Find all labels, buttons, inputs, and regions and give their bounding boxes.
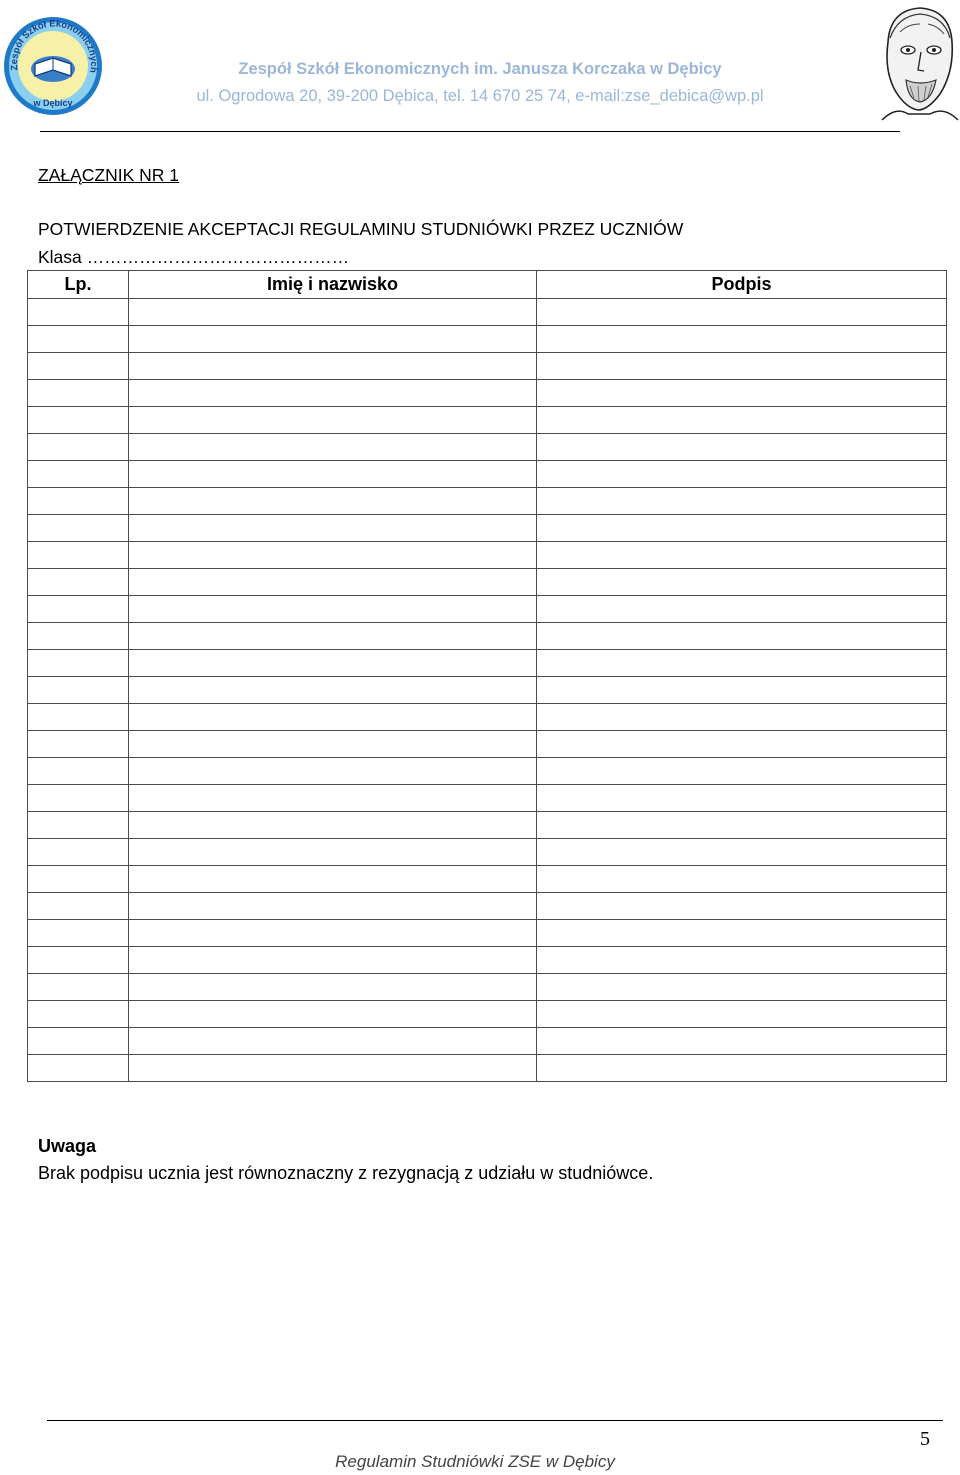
- cell-signature[interactable]: [537, 974, 947, 1001]
- cell-name[interactable]: [129, 353, 537, 380]
- table-row: [28, 893, 947, 920]
- table-header-row: [28, 271, 947, 299]
- table-row: [28, 866, 947, 893]
- table-row: [28, 1001, 947, 1028]
- cell-name[interactable]: [129, 974, 537, 1001]
- table-row: [28, 677, 947, 704]
- table-row: [28, 596, 947, 623]
- cell-lp[interactable]: [28, 596, 129, 623]
- cell-lp[interactable]: [28, 677, 129, 704]
- column-header-lp: Lp.: [28, 271, 129, 299]
- cell-name[interactable]: [129, 839, 537, 866]
- school-name: Zespół Szkół Ekonomicznych im. Janusza Korczaka w Dębicy: [238, 60, 722, 78]
- cell-lp[interactable]: [28, 731, 129, 758]
- cell-lp[interactable]: [28, 812, 129, 839]
- cell-lp[interactable]: [28, 650, 129, 677]
- note-text: Brak podpisu ucznia jest równoznaczny z rezygnacją z udziału w studniówce.: [38, 1163, 654, 1183]
- cell-lp[interactable]: [28, 839, 129, 866]
- cell-name[interactable]: [129, 812, 537, 839]
- cell-name[interactable]: [129, 434, 537, 461]
- cell-signature[interactable]: [537, 920, 947, 947]
- cell-signature[interactable]: [537, 731, 947, 758]
- cell-lp[interactable]: [28, 704, 129, 731]
- cell-signature[interactable]: [537, 1055, 947, 1082]
- cell-signature[interactable]: [537, 542, 947, 569]
- column-header-name: Imię i nazwisko: [129, 271, 537, 299]
- cell-lp[interactable]: [28, 1028, 129, 1055]
- table-row: [28, 812, 947, 839]
- cell-name[interactable]: [129, 758, 537, 785]
- cell-signature[interactable]: [537, 1028, 947, 1055]
- cell-lp[interactable]: [28, 515, 129, 542]
- cell-lp[interactable]: [28, 758, 129, 785]
- cell-lp[interactable]: [28, 461, 129, 488]
- table-row: [28, 515, 947, 542]
- cell-signature[interactable]: [537, 866, 947, 893]
- cell-lp[interactable]: [28, 947, 129, 974]
- footer-divider: [47, 1420, 943, 1421]
- cell-lp[interactable]: [28, 974, 129, 1001]
- cell-lp[interactable]: [28, 380, 129, 407]
- cell-signature[interactable]: [537, 947, 947, 974]
- cell-signature[interactable]: [537, 623, 947, 650]
- cell-lp[interactable]: [28, 623, 129, 650]
- cell-name[interactable]: [129, 866, 537, 893]
- cell-signature[interactable]: [537, 326, 947, 353]
- cell-signature[interactable]: [537, 704, 947, 731]
- table-row: [28, 380, 947, 407]
- cell-name[interactable]: [129, 731, 537, 758]
- cell-signature[interactable]: [537, 569, 947, 596]
- cell-lp[interactable]: [28, 1001, 129, 1028]
- cell-name[interactable]: [129, 920, 537, 947]
- cell-name[interactable]: [129, 569, 537, 596]
- cell-signature[interactable]: [537, 1001, 947, 1028]
- cell-signature[interactable]: [537, 596, 947, 623]
- table-row: [28, 623, 947, 650]
- cell-name[interactable]: [129, 407, 537, 434]
- table-row: [28, 785, 947, 812]
- cell-lp[interactable]: [28, 542, 129, 569]
- cell-signature[interactable]: [537, 893, 947, 920]
- cell-signature[interactable]: [537, 299, 947, 326]
- column-header-signature: Podpis: [537, 271, 947, 299]
- cell-name[interactable]: [129, 947, 537, 974]
- svg-text:w Dębicy: w Dębicy: [33, 98, 73, 108]
- table-row: [28, 1028, 947, 1055]
- table-row: [28, 704, 947, 731]
- cell-lp[interactable]: [28, 866, 129, 893]
- logo-arc-text: Zespół Szkół Ekonomicznych: [7, 17, 101, 74]
- cell-name[interactable]: [129, 515, 537, 542]
- cell-signature[interactable]: [537, 677, 947, 704]
- table-row: [28, 758, 947, 785]
- cell-signature[interactable]: [537, 650, 947, 677]
- cell-lp[interactable]: [28, 488, 129, 515]
- cell-signature[interactable]: [537, 380, 947, 407]
- cell-name[interactable]: [129, 677, 537, 704]
- note-heading: Uwaga: [38, 1136, 97, 1156]
- cell-lp[interactable]: [28, 569, 129, 596]
- table-row: [28, 407, 947, 434]
- cell-lp[interactable]: [28, 1055, 129, 1082]
- cell-lp[interactable]: [28, 785, 129, 812]
- table-row: [28, 1055, 947, 1082]
- cell-lp[interactable]: [28, 407, 129, 434]
- cell-lp[interactable]: [28, 326, 129, 353]
- cell-name[interactable]: [129, 623, 537, 650]
- cell-name[interactable]: [129, 893, 537, 920]
- table-row: [28, 326, 947, 353]
- header-divider: [40, 131, 900, 132]
- table-row: [28, 839, 947, 866]
- table-row: [28, 353, 947, 380]
- cell-signature[interactable]: [537, 407, 947, 434]
- cell-signature[interactable]: [537, 785, 947, 812]
- cell-name[interactable]: [129, 596, 537, 623]
- table-row: [28, 434, 947, 461]
- cell-name[interactable]: [129, 1001, 537, 1028]
- table-row: [28, 920, 947, 947]
- class-field: Klasa ………………………………………: [38, 247, 350, 267]
- cell-name[interactable]: [129, 380, 537, 407]
- cell-signature[interactable]: [537, 758, 947, 785]
- cell-signature[interactable]: [537, 515, 947, 542]
- signature-table: [27, 270, 947, 1082]
- cell-lp[interactable]: [28, 893, 129, 920]
- cell-lp[interactable]: [28, 299, 129, 326]
- cell-name[interactable]: [129, 326, 537, 353]
- cell-lp[interactable]: [28, 920, 129, 947]
- table-row: [28, 947, 947, 974]
- page-number: 5: [920, 1428, 930, 1450]
- cell-name[interactable]: [129, 785, 537, 812]
- document-title: POTWIERDZENIE AKCEPTACJI REGULAMINU STUDNIÓWKI PRZEZ UCZNIÓW: [38, 219, 684, 239]
- cell-name[interactable]: [129, 542, 537, 569]
- school-address: ul. Ogrodowa 20, 39-200 Dębica, tel. 14 670 25 74, e-mail:zse_debica@wp.pl: [196, 87, 764, 105]
- cell-signature[interactable]: [537, 839, 947, 866]
- cell-name[interactable]: [129, 1055, 537, 1082]
- table-row: [28, 731, 947, 758]
- table-row: [28, 974, 947, 1001]
- cell-name[interactable]: [129, 461, 537, 488]
- cell-name[interactable]: [129, 488, 537, 515]
- table-row: [28, 488, 947, 515]
- table-row: [28, 569, 947, 596]
- table-row: [28, 650, 947, 677]
- table-row: [28, 461, 947, 488]
- cell-name[interactable]: [129, 1028, 537, 1055]
- cell-name[interactable]: [129, 299, 537, 326]
- table-row: [28, 542, 947, 569]
- cell-signature[interactable]: [537, 353, 947, 380]
- cell-signature[interactable]: [537, 488, 947, 515]
- annex-title: ZAŁĄCZNIK NR 1: [38, 165, 179, 185]
- table-row: [28, 299, 947, 326]
- cell-signature[interactable]: [537, 434, 947, 461]
- cell-signature[interactable]: [537, 461, 947, 488]
- footer-text: Regulamin Studniówki ZSE w Dębicy: [335, 1452, 615, 1471]
- cell-lp[interactable]: [28, 434, 129, 461]
- cell-name[interactable]: [129, 650, 537, 677]
- cell-name[interactable]: [129, 704, 537, 731]
- cell-signature[interactable]: [537, 812, 947, 839]
- cell-lp[interactable]: [28, 353, 129, 380]
